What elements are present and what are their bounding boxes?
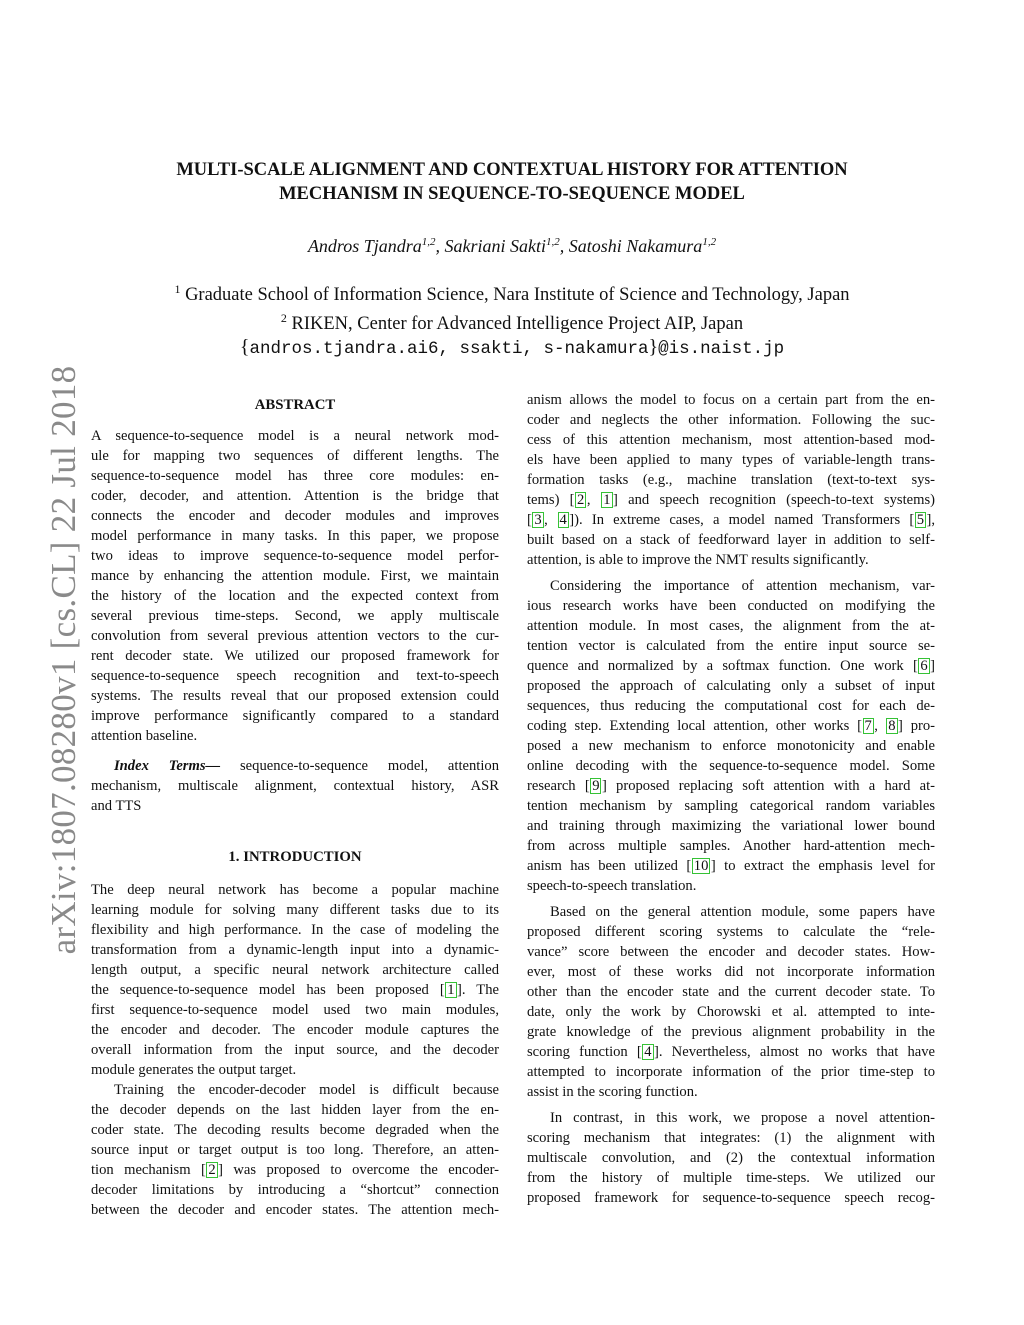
body-line <box>527 490 935 510</box>
body-text: tems) [ <box>527 492 575 508</box>
arxiv-side-stamp: arXiv:1807.08280v1 [cs.CL] 22 Jul 2018 <box>44 365 83 955</box>
intro-line: module generates the output target. <box>91 1062 297 1078</box>
body-line: multiscale convolution, and (2) the contextual information <box>527 1150 935 1166</box>
citation-link[interactable]: 9 <box>592 778 600 794</box>
author-name: Satoshi Nakamura <box>568 236 703 256</box>
intro-line: overall information from the input source, and the decoder <box>91 1042 499 1058</box>
intro-line: the encoder and decoder. The encoder module captures the <box>91 1022 499 1038</box>
body-line: attention module. In most cases, the alignment from the at- <box>527 618 935 634</box>
body-line: from across multiple samples. Another hard-attention mech- <box>527 838 935 854</box>
email-domain: @is.naist.jp <box>658 339 785 360</box>
email-brace-close: } <box>648 336 659 359</box>
abstract-line: sequence-to-sequence model has three core modules: en- <box>91 468 499 484</box>
body-line: proposed different scoring systems to calculate the “rele- <box>527 924 935 940</box>
body-line: assist in the scoring function. <box>527 1084 698 1100</box>
index-terms-line: and TTS <box>91 798 142 814</box>
abstract-line: mance by enhancing the attention module. First, we maintain <box>91 568 499 584</box>
intro-line: the decoder depends on the last hidden layer from the en- <box>91 1102 499 1118</box>
intro-line: coder state. The decoding results become degraded when the <box>91 1122 499 1138</box>
body-line: other than the encoder state and the current decoder state. To <box>527 984 935 1000</box>
left-column <box>91 390 499 1220</box>
body-line <box>527 510 935 530</box>
intro-text: was proposed to overcome the encoder- <box>223 1162 499 1178</box>
right-paragraph-4 <box>527 1108 935 1208</box>
email-line <box>100 336 924 361</box>
intro-line: source input or target output is too long. Therefore, an atten- <box>91 1142 499 1158</box>
intro-line: length output, a specific neural network architecture called <box>91 962 499 978</box>
body-line: built based on a stack of feedforward layer in addition to self- <box>527 532 935 548</box>
citation-link[interactable]: 7 <box>864 718 872 734</box>
body-line: speech-to-speech translation. <box>527 878 697 894</box>
index-terms <box>91 756 499 816</box>
abstract-line: ule for mapping two sequences of different lengths. The <box>91 448 499 464</box>
abstract-line: two ideas to improve sequence-to-sequence model perfor- <box>91 548 499 564</box>
body-line <box>527 1042 935 1062</box>
body-text: [ <box>527 512 532 528</box>
citation-link[interactable]: 1 <box>603 492 611 508</box>
body-text: ] to extract the emphasis level for <box>710 858 935 874</box>
body-text: ]). In extreme cases, a model named Transformers [ <box>569 512 915 528</box>
index-terms-text: sequence-to-sequence model, attention <box>220 758 499 774</box>
title-line: MECHANISM IN SEQUENCE-TO-SEQUENCE MODEL <box>279 184 745 204</box>
author-affil-sup: 1,2 <box>546 236 560 248</box>
abstract-body <box>91 426 499 746</box>
body-line: proposed the approach of calculating only a subset of input <box>527 678 935 694</box>
intro-line: The deep neural network has become a popular machine <box>91 882 499 898</box>
author-affil-sup: 1,2 <box>421 236 436 248</box>
affiliation-line <box>100 307 924 336</box>
body-line: cess of this attention mechanism, most attention-based mod- <box>527 432 935 448</box>
author-name: Sakriani Sakti <box>444 236 547 256</box>
abstract-line: model performance in many tasks. In this paper, we propose <box>91 528 499 544</box>
introduction-heading: 1. INTRODUCTION <box>228 849 362 865</box>
intro-line: between the decoder and encoder states. The attention mech- <box>91 1202 499 1218</box>
body-line: from the history of multiple time-steps. We utilized our <box>527 1170 935 1186</box>
body-text: scoring function [ <box>527 1044 642 1060</box>
intro-line: flexibility and high performance. In the case of modeling the <box>91 922 499 938</box>
intro-line: first sequence-to-sequence model used two main modules, <box>91 1002 499 1018</box>
intro-paragraph-2 <box>91 1080 499 1220</box>
body-text: coding step. Extending local attention, other works [ <box>527 718 862 734</box>
abstract-line: attention baseline. <box>91 728 198 744</box>
right-paragraph-3 <box>527 902 935 1102</box>
index-terms-label: Index Terms— <box>114 758 221 774</box>
abstract-line: rent decoder state. We utilized our proposed framework for <box>91 648 499 664</box>
abstract-line: A sequence-to-sequence model is a neural network mod- <box>91 428 499 444</box>
intro-line: the sequence-to-sequence model has been proposed [ 1 ]. The <box>91 982 499 998</box>
affiliation-text: RIKEN, Center for Advanced Intelligence Project AIP, Japan <box>291 314 744 335</box>
body-line: ever, most of these works did not incorporate information <box>527 964 935 980</box>
citation-link[interactable]: 5 <box>916 512 924 528</box>
body-text: , <box>586 492 601 508</box>
body-line: tention vector is calculated from the entire input source se- <box>527 638 935 654</box>
citation-link[interactable]: 4 <box>559 512 567 528</box>
intro-line: decoder limitations by introducing a “shortcut” connection <box>91 1182 499 1198</box>
intro-paragraph-1 <box>91 880 499 1080</box>
body-line: quence and normalized by a softmax function. One work [ 6 ] <box>527 658 935 674</box>
body-line: tention mechanism by sampling categorical random variables <box>527 798 935 814</box>
abstract-line: systems. The results reveal that our proposed extension could <box>91 688 499 704</box>
body-line <box>527 776 935 796</box>
abstract-line: the history of the location and the expected context from <box>91 588 499 604</box>
affiliation-text: Graduate School of Information Science, Nara Institute of Science and Technology, Japan <box>185 285 850 306</box>
index-terms-line: mechanism, multiscale alignment, contextual history, ASR <box>91 778 499 794</box>
body-text: ] pro- <box>898 718 935 734</box>
body-text: ] and speech recognition (speech-to-text systems) <box>613 492 935 508</box>
paper-title <box>100 158 924 206</box>
body-line: els have been applied to many types of variable-length trans- <box>527 452 935 468</box>
body-line: vance” score between the encoder and decoder states. How- <box>527 944 935 960</box>
abstract-heading: ABSTRACT <box>254 397 336 413</box>
body-line: Considering the importance of attention mechanism, var- <box>550 578 935 594</box>
citation-link[interactable]: 2 <box>577 492 585 508</box>
email-users: andros.tjandra.ai6, ssakti, s-nakamura <box>249 339 649 360</box>
title-line: MULTI-SCALE ALIGNMENT AND CONTEXTUAL HISTORY FOR ATTENTION <box>176 160 848 180</box>
author-affil-sup: 1,2 <box>702 236 717 248</box>
citation-link[interactable]: 3 <box>534 512 542 528</box>
affiliation-line <box>100 278 924 307</box>
intro-line: transformation from a dynamic-length input into a dynamic- <box>91 942 499 958</box>
body-text: ]. Nevertheless, almost no works that have <box>654 1044 935 1060</box>
citation-link[interactable]: 8 <box>888 718 896 734</box>
citation-link[interactable]: 1 <box>447 982 455 998</box>
right-paragraph-1 <box>527 390 935 570</box>
body-line <box>527 856 935 876</box>
citation-link[interactable]: 10 <box>693 858 709 874</box>
body-text: quence and normalized by a softmax function. One work [ <box>527 658 918 674</box>
body-line: anism allows the model to focus on a certain part from the en- <box>527 392 935 408</box>
intro-text: the sequence-to-sequence model has been proposed <box>91 982 440 998</box>
body-line: online decoding with the sequence-to-sequence model. Some <box>527 758 935 774</box>
author-name: Andros Tjandra <box>307 236 422 256</box>
body-line: posed a new mechanism to enforce monotonicity and enable <box>527 738 935 754</box>
intro-line: learning module for solving many different tasks due to its <box>91 902 499 918</box>
abstract-line: sequence-to-sequence speech recognition and text-to-speech <box>91 668 499 684</box>
right-column <box>527 390 935 1208</box>
body-text: ], <box>926 512 935 528</box>
affiliation-sup: 2 <box>280 311 287 326</box>
body-line: attempted to incorporate information of the prior time-step to <box>527 1064 935 1080</box>
body-line: coding step. Extending local attention, other works [ 7 , 8 ] pro- <box>527 718 935 734</box>
email-brace-open: { <box>239 336 250 359</box>
body-line: Based on the general attention module, some papers have <box>550 904 935 920</box>
citation-link[interactable]: 2 <box>208 1162 216 1178</box>
abstract-line: improve performance significantly compared to a standard <box>91 708 499 724</box>
intro-text: . The <box>461 982 499 998</box>
body-line: proposed framework for sequence-to-sequence speech recog- <box>527 1190 935 1206</box>
author-list: Andros Tjandra$^{1,2}$, Sakriani Sakti$^{1,2}$, Satoshi Nakamura$^{1,2}$ <box>307 236 717 256</box>
intro-line: tion mechanism [ 2 ] was proposed to overcome the encoder- <box>91 1162 499 1178</box>
body-line: grate knowledge of the previous alignment probability in the <box>527 1024 935 1040</box>
intro-line: Training the encoder-decoder model is difficult because <box>114 1082 499 1098</box>
abstract-line: several previous time-steps. Second, we apply multiscale <box>91 608 499 624</box>
abstract-line: convolution from several previous attention vectors to the cur- <box>91 628 499 644</box>
index-terms-line <box>91 756 499 776</box>
affiliations <box>100 278 924 361</box>
body-line: attention, is able to improve the NMT results significantly. <box>527 552 869 568</box>
citation-link[interactable]: 6 <box>920 658 928 674</box>
body-line: coder and neglects the other information. Following the suc- <box>527 412 935 428</box>
abstract-line: connects the encoder and decoder modules and improves <box>91 508 499 524</box>
right-paragraph-2 <box>527 576 935 896</box>
body-line: scoring mechanism that integrates: (1) the alignment with <box>527 1130 935 1146</box>
citation-link[interactable]: 4 <box>644 1044 652 1060</box>
body-line: In contrast, in this work, we propose a novel attention- <box>550 1110 935 1126</box>
body-line: sequences, thus reducing the computational cost for each de- <box>527 698 935 714</box>
body-line: and training through maximizing the variational lower bound <box>527 818 935 834</box>
body-text: research [ <box>527 778 590 794</box>
body-text: anism has been utilized [ <box>527 858 692 874</box>
body-text: , <box>544 512 557 528</box>
intro-text: tion mechanism <box>91 1162 201 1178</box>
body-line: date, only the work by Chorowski et al. attempted to inte- <box>527 1004 935 1020</box>
body-line: ious research works have been conducted on modifying the <box>527 598 935 614</box>
affiliation-sup: 1 <box>174 282 181 296</box>
body-line: formation tasks (e.g., machine translation (text-to-text sys- <box>527 472 935 488</box>
abstract-line: coder, decoder, and attention. Attention is the bridge that <box>91 488 499 504</box>
body-text: ] proposed replacing soft attention with a hard at- <box>601 778 935 794</box>
